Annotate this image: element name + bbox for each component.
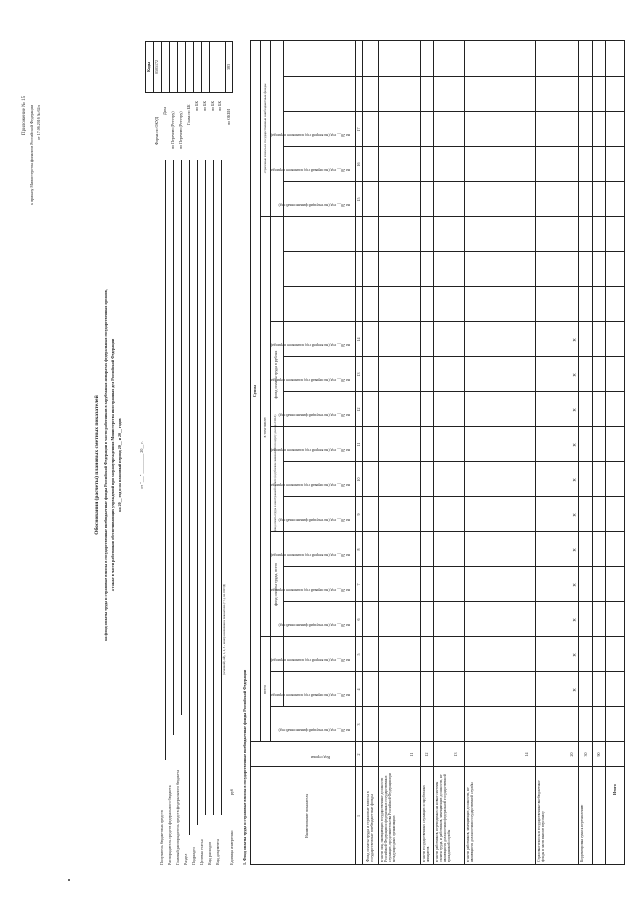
yr-h-7: на 20__ год (на текущий финансовый год) [278, 518, 350, 523]
row-name-4: в части работников, замещающих должности, не являющиеся должностями государственной службы [466, 782, 474, 862]
field-main-distributor: Главный распорядитель средств федерального бюджета [175, 770, 180, 865]
col-name-header: Наименование показателя [304, 793, 309, 839]
col-code-header: Код строки [310, 755, 330, 760]
fot-rub-header: фонд оплаты труда в рублях [273, 350, 278, 399]
x-mark: × [572, 477, 578, 482]
codes-reestr-label-2: по Перечню (Реестру) [178, 111, 183, 149]
section-title: 1. Фонд оплаты труда и страховые взносы в государственные внебюджетные фонды Российской Федерации [242, 669, 247, 865]
colnum-3: 3 [356, 723, 361, 726]
row-name-7: Итого [612, 784, 617, 795]
colnum-13: 13 [356, 372, 361, 377]
title-date-field: от "___" __________ 20__ г. [139, 441, 144, 489]
total-header: всего [262, 685, 267, 695]
doc-type-hint: (основной(-ой), 1, 2, 3 - номер изменения к показателю (+/-), по ОКУД) [222, 583, 226, 675]
colnum-10: 10 [356, 477, 361, 482]
row-name-0: Фонд оплаты труда и страховые взносы в государственные внебюджетные фонды [365, 791, 375, 862]
appendix-number: Приложение № 15 [22, 95, 27, 135]
x-mark: × [572, 337, 578, 342]
yr-h-12: на 20__ год (на второй год планового периода) [270, 343, 350, 348]
yr-h-8: на 20__ год (на первый год планового периода) [269, 483, 350, 488]
row-code-7: 90 [596, 752, 601, 757]
codes-bk4: по БК [210, 100, 215, 111]
colnum-6: 6 [356, 618, 361, 621]
row-code-6: 30 [583, 752, 588, 757]
row-code-1: 11 [409, 752, 414, 757]
codes-bk2: по БК [194, 100, 199, 111]
fot-total-header: фонд оплаты труда, всего [273, 562, 278, 607]
codes-bk3: по БК [202, 100, 207, 111]
title-line2: на фонд оплаты труда и страховые взносы в государственные внебюджетные фонды Российской Федерации в части работников в зарубежных аппаратах федеральных государственных органов, [103, 289, 108, 641]
yr-h-4: на 20__ год (на текущий финансовый год) [278, 623, 350, 628]
field-section: Раздел [183, 853, 188, 865]
field-distributor: Распорядитель средств федерального бюджета [167, 785, 172, 865]
row-name-2: в части государственных служащих и зарубежных аппаратов [422, 785, 430, 862]
codes-form-value: 0505172 [154, 60, 159, 74]
row-name-3: в части работников, переводимых на новые системы оплаты труда, и работников, замещающих должности, не являющиеся должностями федеральной государственной гражданской службы [435, 774, 451, 862]
row-code-4: 14 [524, 752, 529, 757]
title-line1: Обоснования (расчеты) плановых сметных показателей [94, 395, 100, 535]
codes-date-label: Дата [162, 107, 167, 115]
scan-speck [68, 879, 70, 881]
x-mark: × [572, 547, 578, 552]
x-mark: × [572, 407, 578, 412]
codes-bk5: по БК [217, 100, 222, 111]
row-name-5: Страховые взносы в государственные внебюджетные фонды в части выплат персоналу [537, 780, 545, 862]
yr-h-13: на 20__ год (на текущий финансовый год) [278, 203, 350, 208]
colnum-16: 16 [356, 162, 361, 167]
codes-okei-value: 383 [226, 64, 231, 70]
row-code-5: 20 [569, 752, 574, 757]
colnum-15: 15 [356, 197, 361, 202]
colnum-7: 7 [356, 583, 361, 586]
yr-h-9: на 20__ год (на второй год планового периода) [270, 448, 350, 453]
units-value: руб [229, 789, 234, 795]
colnum-14: 14 [356, 337, 361, 342]
yr-h-3: на 20__ год (на второй год планового периода) [270, 658, 350, 663]
colnum-4: 4 [356, 688, 361, 691]
x-mark: × [572, 582, 578, 587]
appendix-date: от 17.06.2016 № 62н [36, 105, 41, 140]
incl-header: в том числе: [262, 416, 267, 438]
yr-h-1: на 20__ год (на текущий финансовый год) [278, 728, 350, 733]
yr-h-11: на 20__ год (на первый год планового периода) [269, 378, 350, 383]
colnum-5: 5 [356, 653, 361, 656]
field-doc-type: Вид документа [215, 839, 220, 865]
x-mark: × [572, 512, 578, 517]
yr-h-14: на 20__ год (на первый год планового периода) [269, 168, 350, 173]
units-label: Единица измерения: [229, 830, 234, 865]
codes-reestr-label: по Перечню (Реестру) [170, 111, 175, 149]
colnum-11: 11 [356, 442, 361, 447]
row-code-2: 12 [424, 752, 429, 757]
x-mark: × [572, 617, 578, 622]
appendix-order-line: к приказу Министерства финансов Российской Федерации [29, 105, 34, 205]
x-mark: × [572, 372, 578, 377]
title-line3: а также в части работников обеспечивающих учреждений при загранучреждениях Министерства иностранных дел Российской Федерации [110, 338, 115, 592]
yr-h-2: на 20__ год (на первый год планового периода) [269, 693, 350, 698]
sum-header: Сумма [252, 384, 257, 398]
yr-h-10: на 20__ год (на текущий финансовый год) [278, 413, 350, 418]
field-recipient: Получатель бюджетных средств [159, 810, 164, 865]
field-expense-type: Вид расходов [207, 842, 212, 865]
field-subsection: Подраздел [191, 847, 196, 865]
x-mark: × [572, 652, 578, 657]
colnum-2: 2 [356, 753, 361, 756]
colnum-17: 17 [356, 127, 361, 132]
yr-h-5: на 20__ год (на первый год планового периода) [269, 588, 350, 593]
codes-form-label: Форма по ОКУД [154, 116, 159, 145]
title-line4: на 20__ год и на плановый период 20__ и 20__ годов [117, 418, 122, 512]
colnum-9: 9 [356, 513, 361, 516]
colnum-8: 8 [356, 548, 361, 551]
x-mark: × [572, 687, 578, 692]
codes-header: Коды [146, 62, 151, 72]
row-name-1: в части лиц, замещающих государственные должности Российской Федерации и федеральных государственных служащих, представительства Российской Федерации при международных организациях [380, 772, 396, 862]
fot-foreign-header: фонд оплаты труда в иностранной валюте (в рублевом эквиваленте по курсу доллара США) [273, 414, 277, 532]
colnum-1: 1 [356, 815, 361, 817]
row-code-3: 13 [453, 752, 458, 757]
field-target-article: Целевая статья [199, 839, 204, 865]
yr-h-15: на 20__ год (на второй год планового периода) [270, 133, 350, 138]
x-mark: × [572, 442, 578, 447]
insurance-header: страховые взносы в государственные внебюджетные фонды [263, 83, 267, 174]
colnum-12: 12 [356, 407, 361, 412]
yr-h-6: на 20__ год (на второй год планового периода) [270, 553, 350, 558]
codes-okei-label: по ОКЕИ [226, 108, 231, 125]
row-name-6: Корректировка сумм к перечислению [580, 804, 584, 862]
codes-bk1: Глава по БК [186, 104, 191, 125]
